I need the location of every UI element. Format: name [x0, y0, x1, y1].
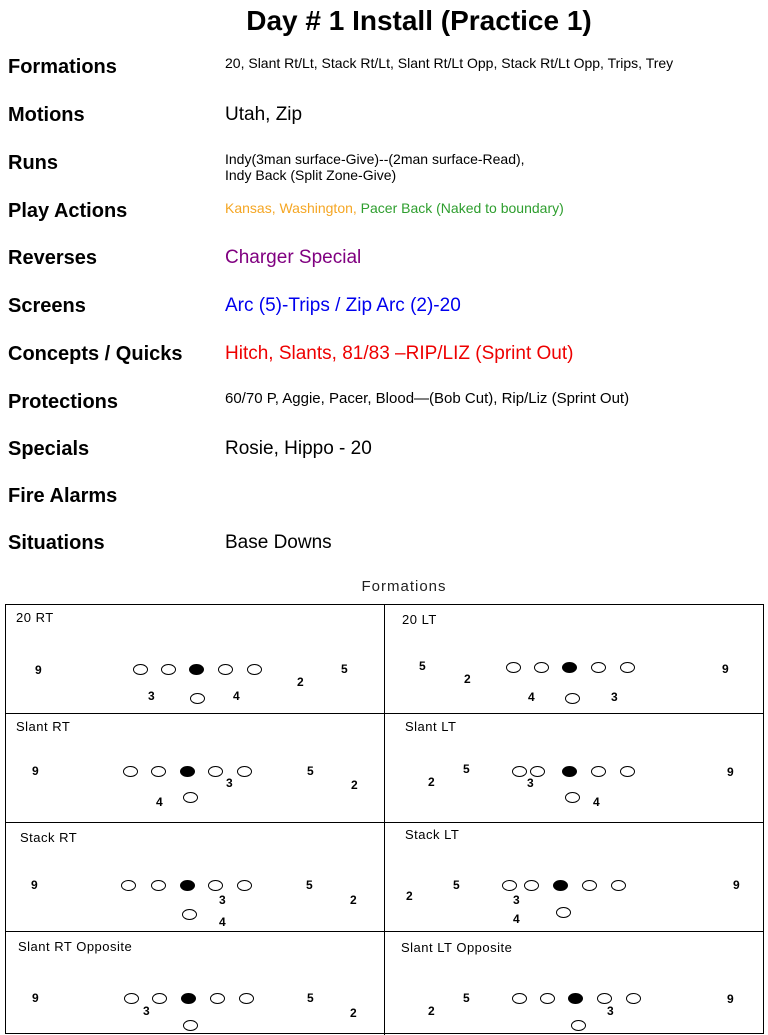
player-mark: 3 — [607, 1004, 614, 1018]
player-mark: 9 — [727, 765, 734, 779]
row-value: Rosie, Hippo - 20 — [225, 438, 372, 459]
formation-slant-rt — [6, 714, 385, 823]
lineman — [540, 993, 555, 1004]
row-runs — [0, 148, 768, 188]
formations-heading: Formations — [361, 578, 447, 595]
row-value: Charger Special — [225, 247, 362, 268]
player-mark: 3 — [143, 1004, 150, 1018]
row-reverses — [0, 244, 768, 284]
formation-title: 20 LT — [402, 612, 437, 627]
player-mark: 2 — [406, 889, 413, 903]
player-mark: 9 — [722, 662, 729, 676]
player-mark: 3 — [219, 893, 226, 907]
lineman — [239, 993, 254, 1004]
formation-title: Stack RT — [20, 830, 78, 845]
formation-title: Slant LT — [405, 719, 457, 734]
lineman — [597, 993, 612, 1004]
player-mark: 4 — [233, 689, 240, 703]
formation-title: Slant RT Opposite — [18, 939, 133, 954]
row-value: Arc (5)-Trips / Zip Arc (2)-20 — [225, 295, 461, 316]
player-mark: 5 — [341, 662, 348, 676]
player-mark: 4 — [156, 795, 163, 809]
center — [562, 766, 577, 777]
lineman — [611, 880, 626, 891]
player-mark: 4 — [528, 690, 535, 704]
player-mark: 5 — [307, 764, 314, 778]
quarterback — [556, 907, 571, 918]
quarterback — [565, 792, 580, 803]
player-mark: 4 — [219, 915, 226, 929]
player-mark: 2 — [351, 778, 358, 792]
center — [180, 880, 195, 891]
player-mark: 2 — [297, 675, 304, 689]
row-value: Hitch, Slants, 81/83 –RIP/LIZ (Sprint Out) — [225, 343, 574, 364]
row-screens — [0, 292, 768, 332]
row-protections — [0, 388, 768, 428]
player-mark: 3 — [513, 893, 520, 907]
formation-title: 20 RT — [16, 610, 54, 625]
lineman — [208, 766, 223, 777]
row-specials — [0, 436, 768, 476]
row-label: Play Actions — [8, 200, 128, 222]
quarterback — [565, 693, 580, 704]
formation-title: Slant RT — [16, 719, 71, 734]
row-label: Specials — [8, 438, 90, 460]
row-play-actions — [0, 196, 768, 236]
lineman — [626, 993, 641, 1004]
lineman — [512, 766, 527, 777]
row-formations — [0, 52, 768, 92]
row-label: Situations — [8, 532, 105, 554]
formation-20-lt — [385, 605, 763, 714]
lineman — [133, 664, 148, 675]
row-label: Reverses — [8, 247, 97, 269]
row-value-line1: Indy(3man surface-Give)--(2man surface-Read), — [225, 151, 525, 167]
lineman — [161, 664, 176, 675]
row-value: 20, Slant Rt/Lt, Stack Rt/Lt, Slant Rt/Lt Opp, Stack Rt/Lt Opp, Trips, Trey — [225, 55, 674, 71]
player-mark: 9 — [733, 878, 740, 892]
center — [181, 993, 196, 1004]
player-mark: 9 — [727, 992, 734, 1006]
player-mark: 9 — [32, 991, 39, 1005]
row-label: Fire Alarms — [8, 485, 118, 507]
player-mark: 3 — [611, 690, 618, 704]
row-value: Base Downs — [225, 532, 332, 553]
player-mark: 2 — [428, 775, 435, 789]
player-mark: 5 — [463, 991, 470, 1005]
lineman — [237, 880, 252, 891]
row-motions — [0, 100, 768, 140]
center — [189, 664, 204, 675]
player-mark: 3 — [226, 776, 233, 790]
formation-stack-lt — [385, 823, 763, 932]
row-situations — [0, 531, 768, 571]
player-mark: 2 — [350, 1006, 357, 1020]
lineman — [524, 880, 539, 891]
formation-slant-lt — [385, 714, 763, 823]
quarterback — [182, 909, 197, 920]
center — [562, 662, 577, 673]
lineman — [502, 880, 517, 891]
page-title: Day # 1 Install (Practice 1) — [246, 5, 592, 36]
quarterback — [183, 1020, 198, 1031]
player-mark: 3 — [527, 776, 534, 790]
formation-slant-rt-opposite — [6, 932, 385, 1035]
lineman — [506, 662, 521, 673]
lineman — [151, 766, 166, 777]
lineman — [152, 993, 167, 1004]
lineman — [121, 880, 136, 891]
player-mark: 2 — [428, 1004, 435, 1018]
lineman — [151, 880, 166, 891]
play-action-orange: Kansas, Washington, — [225, 200, 361, 216]
player-mark: 3 — [148, 689, 155, 703]
player-mark: 9 — [32, 764, 39, 778]
lineman — [620, 662, 635, 673]
formation-slant-lt-opposite — [385, 932, 763, 1035]
player-mark: 5 — [307, 991, 314, 1005]
row-label: Screens — [8, 295, 86, 317]
lineman — [512, 993, 527, 1004]
lineman — [208, 880, 223, 891]
player-mark: 5 — [463, 762, 470, 776]
player-mark: 4 — [513, 912, 520, 926]
lineman — [591, 766, 606, 777]
center — [568, 993, 583, 1004]
formations-grid — [5, 604, 764, 1034]
row-label: Concepts / Quicks — [8, 343, 183, 365]
formation-stack-rt — [6, 823, 385, 932]
lineman — [591, 662, 606, 673]
row-value — [225, 200, 564, 216]
player-mark: 9 — [35, 663, 42, 677]
row-label: Protections — [8, 391, 119, 413]
player-mark: 9 — [31, 878, 38, 892]
row-label: Formations — [8, 56, 117, 78]
row-concepts — [0, 340, 768, 380]
lineman — [124, 993, 139, 1004]
lineman — [620, 766, 635, 777]
row-label: Motions — [8, 104, 85, 126]
lineman — [123, 766, 138, 777]
quarterback — [190, 693, 205, 704]
formation-20-rt — [6, 605, 385, 714]
player-mark: 2 — [350, 893, 357, 907]
formation-title: Stack LT — [405, 827, 460, 842]
player-mark: 2 — [464, 672, 471, 686]
formation-title: Slant LT Opposite — [401, 940, 513, 955]
lineman — [247, 664, 262, 675]
play-action-green: Pacer Back (Naked to boundary) — [360, 200, 564, 216]
player-mark: 5 — [419, 659, 426, 673]
player-mark: 4 — [593, 795, 600, 809]
row-fire-alarms — [0, 484, 768, 524]
quarterback — [183, 792, 198, 803]
row-value: Utah, Zip — [225, 104, 303, 125]
lineman — [210, 993, 225, 1004]
row-label: Runs — [8, 152, 58, 174]
lineman — [582, 880, 597, 891]
quarterback — [571, 1020, 586, 1031]
player-mark: 5 — [453, 878, 460, 892]
center — [553, 880, 568, 891]
center — [180, 766, 195, 777]
lineman — [534, 662, 549, 673]
row-value-line2: Indy Back (Split Zone-Give) — [225, 167, 397, 183]
lineman — [237, 766, 252, 777]
lineman — [218, 664, 233, 675]
row-value: 60/70 P, Aggie, Pacer, Blood—(Bob Cut), Rip/Liz (Sprint Out) — [225, 390, 630, 407]
player-mark: 5 — [306, 878, 313, 892]
